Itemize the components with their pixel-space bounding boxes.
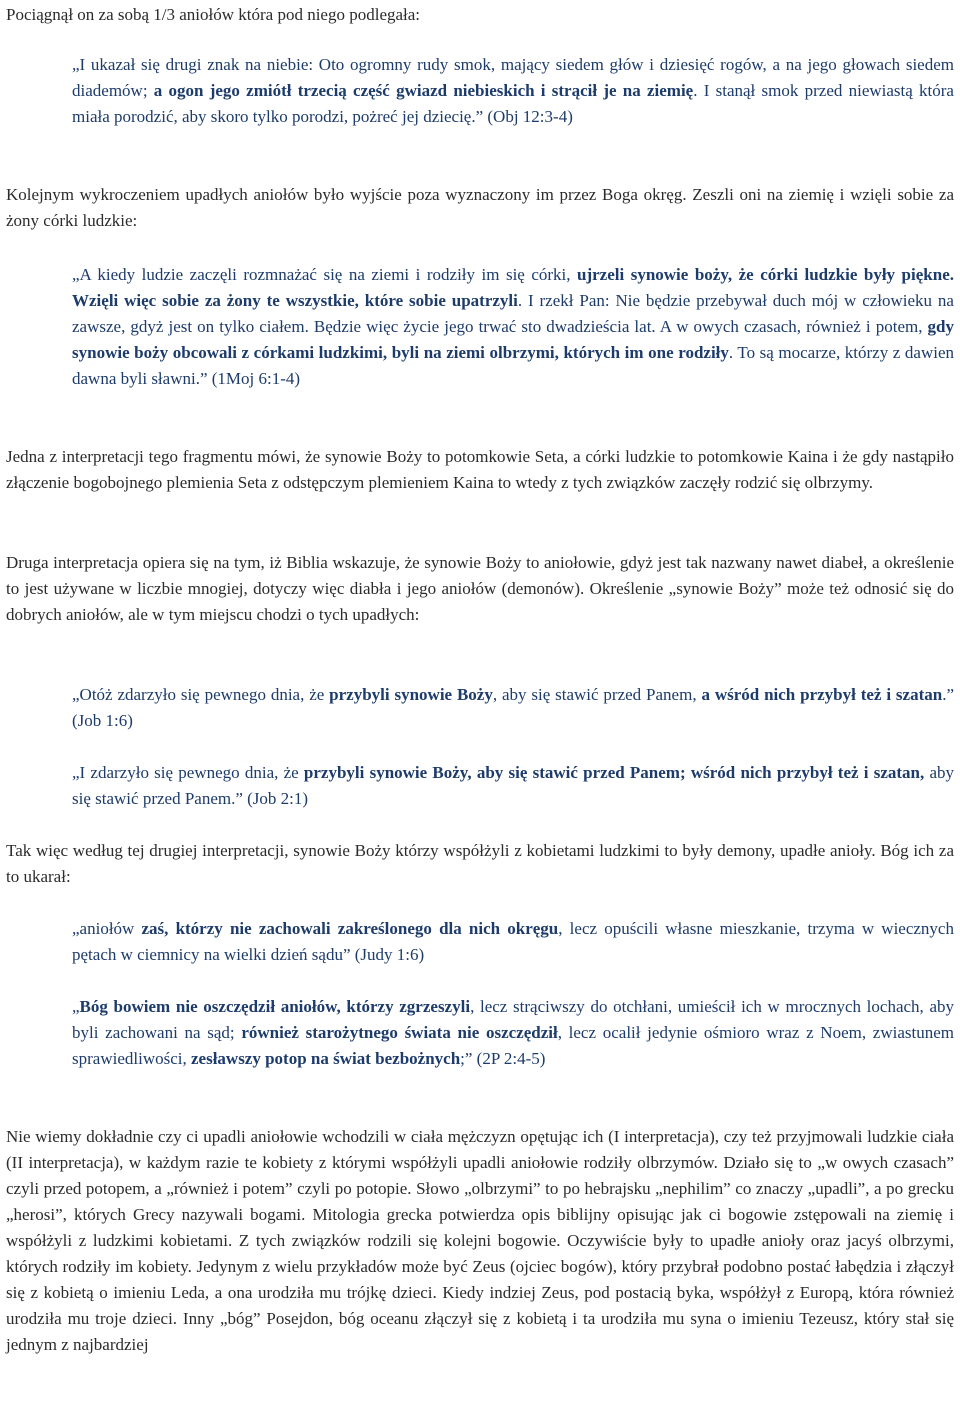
quote-emphasis: również starożytnego świata nie oszczędził xyxy=(241,1023,558,1042)
quote-2-peter xyxy=(72,994,954,1072)
quote-text: „ xyxy=(72,997,80,1016)
quote-text: „Otóż zdarzyło się pewnego dnia, że xyxy=(72,685,330,704)
quote-text: ;” (2P 2:4-5) xyxy=(460,1049,546,1068)
quote-job-1-6 xyxy=(72,682,954,734)
quote-emphasis: przybyli synowie Boży, aby się stawić przed Panem; wśród nich przybył też i szatan, xyxy=(303,763,925,782)
quote-text: , lecz opuścili własne mieszkanie, trzyma w wiecznych pętach w ciemnicy na wielki dzień sądu” (Judy 1:6) xyxy=(72,919,954,964)
paragraph-second-interpretation: Druga interpretacja opiera się na tym, iż Biblia wskazuje, że synowie Boży to aniołowie, gdyż jest tak nazwany nawet diabeł, a określenie to jest używane w liczbie mnogiej, dotyczy więc diabła i jego aniołów (demonów). Określenie „synowie Boży” może też odnosić się do dobrych aniołów, ale w tym miejscu chodzi o tych upadłych: xyxy=(6,553,954,624)
quote-text: , lecz ocalił jedynie ośmioro wraz z Noem, zwiastunem sprawiedliwości, xyxy=(72,1023,955,1068)
quote-emphasis: Bóg bowiem nie oszczędził aniołów, którzy zgrzeszyli xyxy=(79,997,471,1016)
quote-emphasis: zaś, którzy nie zachowali zakreślonego dla nich okręgu xyxy=(141,919,559,938)
paragraph-conclusion: Tak więc według tej drugiej interpretacji, synowie Boży którzy współżyli z kobietami ludzkimi to były demony, upadłe anioły. Bóg ich za to ukarał: xyxy=(6,841,954,886)
quote-text: .” (Job 1:6) xyxy=(72,685,954,730)
quote-job-2-1 xyxy=(72,760,954,812)
quote-revelation xyxy=(72,52,954,130)
quote-text: „I ukazał się drugi znak na niebie: Oto ogromny rudy smok, mający siedem głów i dziesięć rogów, a na jego głowach siedem diademów; xyxy=(72,55,954,100)
quote-text: „aniołów xyxy=(72,919,142,938)
quote-text: „A kiedy ludzie zaczęli rozmnażać się na ziemi i rodziły im się córki, xyxy=(72,265,578,284)
quote-emphasis: ujrzeli synowie boży, że córki ludzkie były piękne. Wzięli więc sobie za żony te wszystkie, które sobie upatrzyli xyxy=(72,265,954,310)
intro-paragraph: Pociągnął on za sobą 1/3 aniołów która pod niego podlegała: xyxy=(6,5,421,24)
quote-text: „I zdarzyło się pewnego dnia, że xyxy=(72,763,304,782)
quote-text: , lecz strąciwszy do otchłani, umieścił ich w mrocznych lochach, aby byli zachowani na sąd; xyxy=(72,997,955,1042)
quote-text: , aby się stawić przed Panem, xyxy=(492,685,702,704)
paragraph-first-interpretation: Jedna z interpretacji tego fragmentu mówi, że synowie Boży to potomkowie Seta, a córki ludzkie to potomkowie Kaina i że gdy nastąpiło złączenie bogobojnego plemienia Seta z odstępczym plemieniem Kaina to wtedy z tych związków zaczęły rodzić się olbrzymy. xyxy=(6,447,954,492)
quote-text: . I rzekł Pan: Nie będzie przebywał duch mój w człowieku na zawsze, gdyż jest on tylko ciałem. Będzie więc życie jego trwać sto dwadzieścia lat. A w owych czasach, również i potem, xyxy=(72,291,954,336)
quote-jude xyxy=(72,916,954,968)
quote-text: . I stanął smok przed niewiastą która miała porodzić, aby skoro tylko porodzi, pożreć jej dziecię.” (Obj 12:3-4) xyxy=(72,81,954,126)
quote-emphasis: a ogon jego zmiótł trzecią część gwiazd niebieskich i strącił je na ziemię xyxy=(153,81,694,100)
quote-emphasis: zesławszy potop na świat bezbożnych xyxy=(190,1049,461,1068)
quote-genesis xyxy=(72,262,954,392)
paragraph-nephilim: Nie wiemy dokładnie czy ci upadli aniołowie wchodzili w ciała mężczyzn opętując ich (I interpretacja), czy też przyjmowali ludzkie ciała (II interpretacja), w każdym razie te kobiety z którymi współżyli upadli aniołowie rodziły olbrzymów. Działo się to „w owych czasach” czyli przed potopem, a „również i potem” czyli po potopie. Słowo „olbrzymi” to po hebrajsku „nephilim” co znaczy „upadli”, a po grecku „herosi”, których Grecy nazywali bogami. Mitologia grecka potwierdza opis biblijny opisując jak ci bogowie zstępowali na ziemię i współżyli z ludzkimi kobietami. Z tych związków rodzili się kolejni bogowie. Oczywiście były to upadłe anioły oraz jacyś olbrzymi, których rodziły im kobiety. Jedynym z wielu przykładów może być Zeus (ojciec bogów), który przybrał podobno postać łabędzia i złączył się z kobietą o imieniu Leda, a ona urodziła mu trójkę dzieci. Kiedy indziej Zeus, pod postacią byka, współżył z Europą, która również urodziła mu troje dzieci. Inny „bóg” Posejdon, bóg oceanu złączył się z kobietą i ta urodziła mu syna o imieniu Tezeusz, który stał się jednym z najbardziej xyxy=(6,1127,954,1354)
quote-emphasis: gdy synowie boży obcowali z córkami ludzkimi, byli na ziemi olbrzymi, których im one rodziły xyxy=(72,317,954,362)
quote-emphasis: a wśród nich przybył też i szatan xyxy=(701,685,943,704)
quote-text: . To są mocarze, którzy z dawien dawna byli sławni.” (1Moj 6:1-4) xyxy=(72,343,954,388)
paragraph-fallen-angels-transgression: Kolejnym wykroczeniem upadłych aniołów było wyjście poza wyznaczony im przez Boga okręg. Zeszli oni na ziemię i wzięli sobie za żony córki ludzkie: xyxy=(6,185,954,230)
quote-emphasis: przybyli synowie Boży xyxy=(329,685,493,704)
quote-text: aby się stawić przed Panem.” (Job 2:1) xyxy=(72,763,954,808)
